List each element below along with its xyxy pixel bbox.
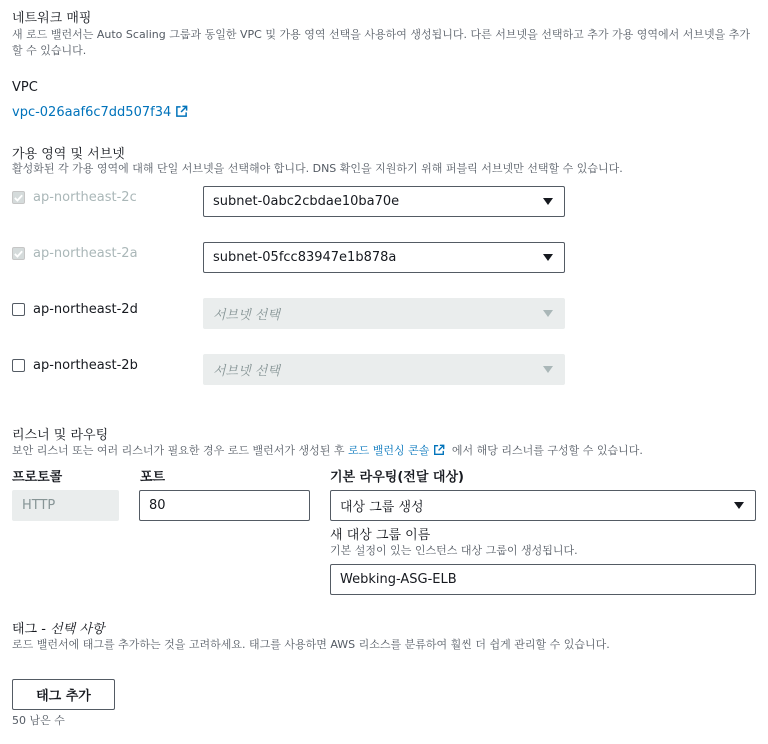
network-mapping-title: 네트워크 매핑 (12, 11, 92, 26)
az-label[interactable]: ap-northeast-2d (33, 301, 138, 317)
caret-down-icon (543, 310, 553, 317)
subnet-select[interactable] (203, 242, 565, 273)
vpc-id[interactable]: vpc-026aaf6c7dd507f34 (12, 105, 172, 120)
subnet-select-value: subnet-05fcc83947e1b878a (213, 250, 397, 265)
subnet-select (203, 354, 565, 385)
new-target-group-description: 기본 설정이 있는 인스턴스 대상 그룹이 생성됩니다. (330, 544, 578, 557)
protocol-value: HTTP (22, 498, 56, 513)
az-label: ap-northeast-2a (33, 245, 138, 261)
subnet-select-value: subnet-0abc2cbdae10ba70e (213, 194, 400, 209)
az-row (12, 299, 138, 319)
tags-description: 로드 밸런서에 태그를 추가하는 것을 고려하세요. 태그를 사용하면 AWS 리소스를 분류하여 훨씬 더 쉽게 관리할 수 있습니다. (12, 638, 610, 651)
port-label: 포트 (140, 470, 166, 485)
az-label: ap-northeast-2c (33, 189, 137, 205)
protocol-field (12, 490, 119, 521)
caret-down-icon (734, 502, 744, 509)
caret-down-icon (543, 198, 553, 205)
load-balancing-console-link[interactable]: 로드 밸런싱 콘솔 (348, 444, 430, 457)
routing-select-value: 대상 그룹 생성 (340, 500, 424, 515)
port-value: 80 (149, 498, 166, 513)
new-target-group-label: 새 대상 그룹 이름 (330, 528, 431, 543)
new-target-group-name-value: Webking-ASG-ELB (340, 572, 457, 587)
subnet-select-placeholder: 서브넷 선택 (213, 364, 280, 379)
tags-title-text: 태그 - (12, 622, 51, 637)
caret-down-icon (543, 366, 553, 373)
listeners-description (12, 443, 760, 459)
vpc-label: VPC (12, 80, 38, 95)
az-row (12, 243, 138, 263)
routing-label: 기본 라우팅(전달 대상) (330, 470, 464, 485)
az-row (12, 355, 138, 375)
az-subnets-description: 활성화된 각 가용 영역에 대해 단일 서브넷을 선택해야 합니다. DNS 확인을 지원하기 위해 퍼블릭 서브넷만 선택할 수 있습니다. (12, 162, 623, 175)
az-checkbox[interactable] (12, 247, 25, 260)
subnet-select-placeholder: 서브넷 선택 (213, 308, 280, 323)
network-mapping-description: 새 로드 밸런서는 Auto Scaling 그룹과 동일한 VPC 및 가용 영역 선택을 사용하여 생성됩니다. 다른 서브넷을 선택하고 추가 가용 영역에서 서브넷을 추가할 수 있습니다. (12, 28, 750, 57)
new-target-group-name-input[interactable] (330, 564, 756, 595)
caret-down-icon (543, 254, 553, 261)
az-checkbox[interactable] (12, 303, 25, 316)
subnet-select[interactable] (203, 186, 565, 217)
external-link-icon[interactable] (175, 105, 188, 118)
az-label[interactable]: ap-northeast-2b (33, 357, 138, 373)
add-tag-button[interactable]: 태그 추가 (12, 679, 115, 710)
vpc-link[interactable] (12, 105, 188, 120)
protocol-label: 프로토콜 (12, 470, 63, 485)
port-input[interactable] (139, 490, 310, 521)
tags-title (12, 618, 104, 637)
az-checkbox[interactable] (12, 191, 25, 204)
az-subnets-title: 가용 영역 및 서브넷 (12, 147, 125, 162)
listeners-description-pre: 보안 리스너 또는 여러 리스너가 필요한 경우 로드 밸런서가 생성된 후 (12, 444, 345, 457)
subnet-select (203, 298, 565, 329)
routing-select[interactable] (330, 490, 756, 521)
tags-remaining: 50 남은 수 (12, 714, 65, 727)
az-checkbox[interactable] (12, 359, 25, 372)
az-row (12, 187, 137, 207)
external-link-icon[interactable] (433, 444, 445, 456)
listeners-description-post: 에서 해당 리스너를 구성할 수 있습니다. (451, 444, 643, 457)
listeners-title: 리스너 및 라우팅 (12, 428, 109, 443)
tags-title-optional: 선택 사항 (50, 622, 105, 637)
